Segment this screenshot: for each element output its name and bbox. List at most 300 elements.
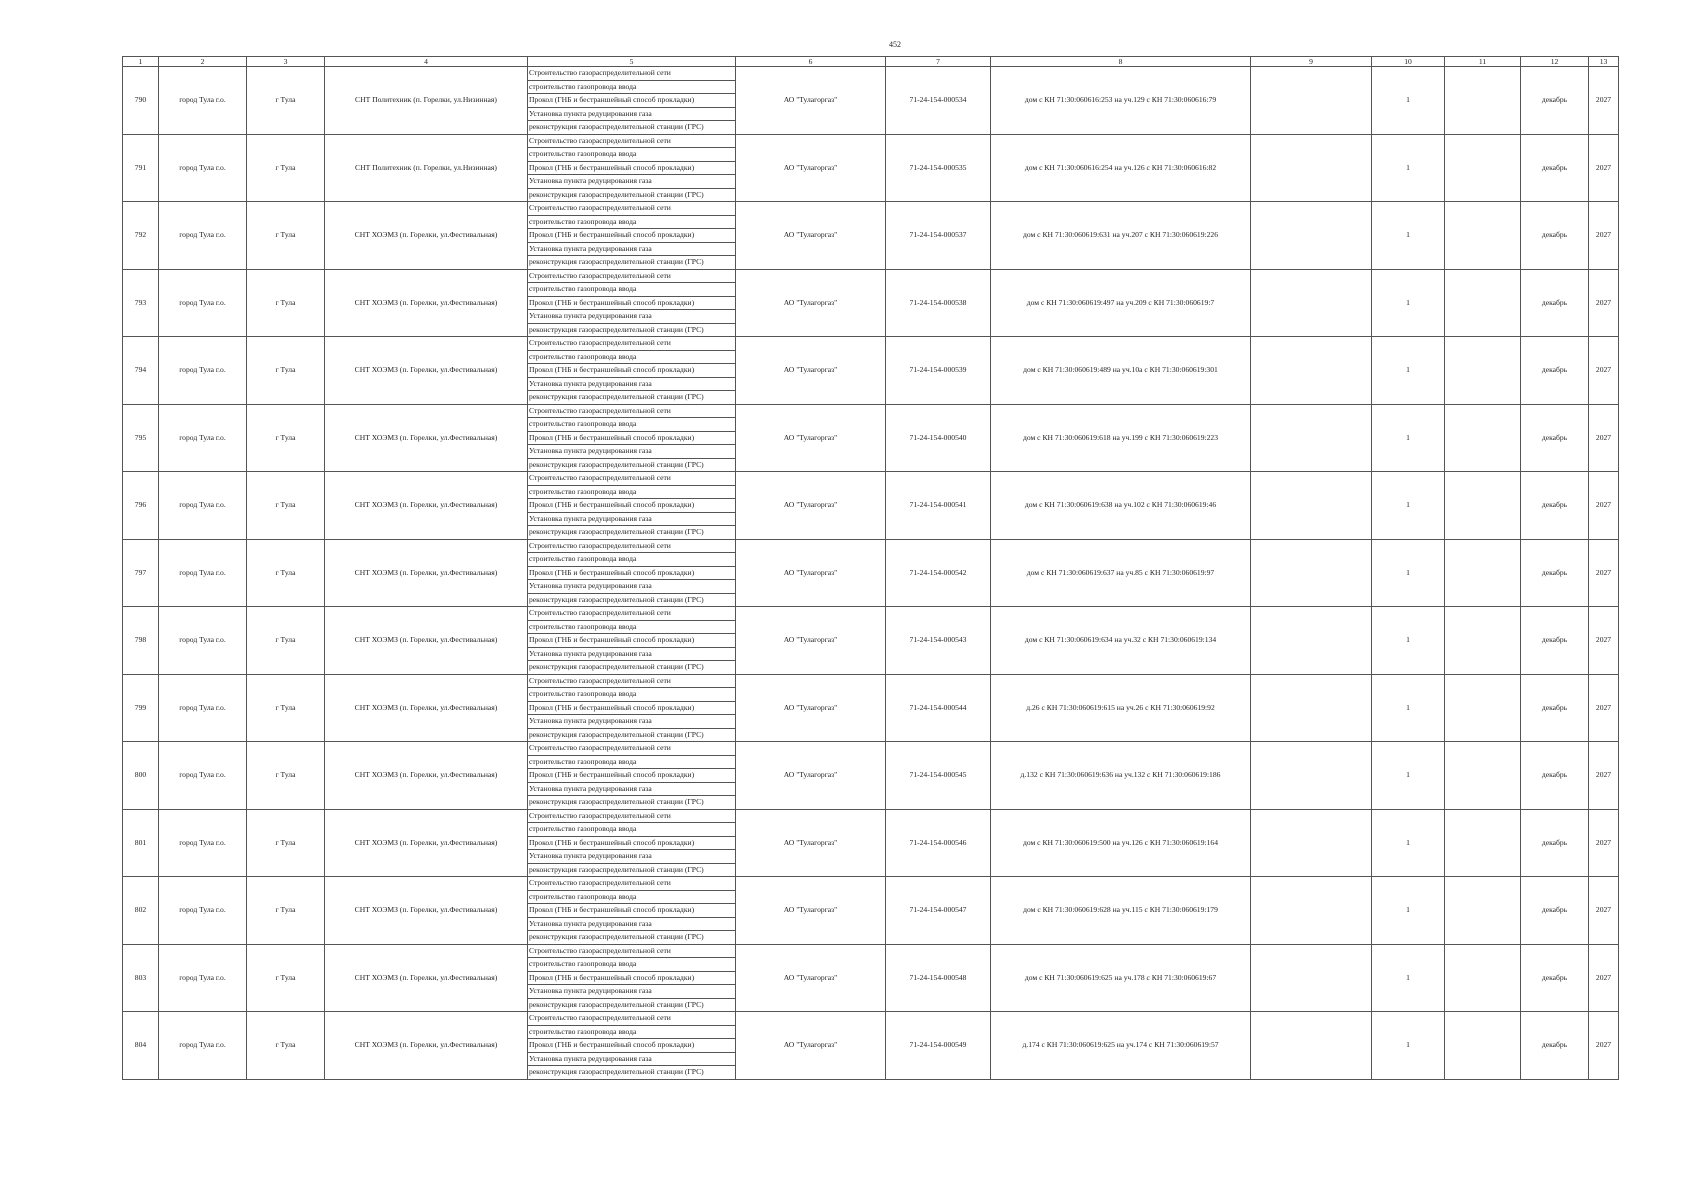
code-cell: 71-24-154-000535 (886, 134, 991, 202)
description-cell: дом с КН 71:30:060619:618 на уч.199 с КН 71:30:060619:223 (991, 404, 1251, 472)
district-cell: город Тула г.о. (159, 202, 247, 270)
row-number: 797 (123, 539, 159, 607)
month-cell: декабрь (1521, 742, 1589, 810)
month-cell: декабрь (1521, 877, 1589, 945)
code-cell: 71-24-154-000544 (886, 674, 991, 742)
work-item: Установка пункта редуцирования газа (528, 985, 735, 999)
work-item: Строительство газораспределительной сети (528, 945, 735, 959)
column-header: 1 (123, 57, 159, 67)
organization-cell: АО "Тулагоргаз" (736, 674, 886, 742)
work-item: Установка пункта редуцирования газа (528, 108, 735, 122)
object-cell: СНТ ХОЭМЗ (п. Горелки, ул.Фестивальная) (325, 269, 528, 337)
row-number: 800 (123, 742, 159, 810)
work-item: Строительство газораспределительной сети (528, 67, 735, 81)
column-9-cell (1251, 607, 1372, 675)
work-item: реконструкция газораспределительной станции (ГРС) (529, 527, 704, 536)
table-row (123, 607, 1619, 675)
description-cell: д.26 с КН 71:30:060619:615 на уч.26 с КН 71:30:060619:92 (991, 674, 1251, 742)
work-item: Установка пункта редуцирования газа (528, 310, 735, 324)
work-item: Прокол (ГНБ и бестраншейный способ прокладки) (528, 837, 735, 851)
work-item: строительство газопровода ввода (528, 621, 735, 635)
row-number: 793 (123, 269, 159, 337)
row-number: 791 (123, 134, 159, 202)
code-cell: 71-24-154-000545 (886, 742, 991, 810)
work-item: Прокол (ГНБ и бестраншейный способ прокладки) (528, 432, 735, 446)
object-cell: СНТ Политехник (п. Горелки, ул.Низинная) (325, 134, 528, 202)
column-header: 13 (1589, 57, 1619, 67)
work-item: строительство газопровода ввода (528, 688, 735, 702)
district-cell: город Тула г.о. (159, 607, 247, 675)
object-cell: СНТ Политехник (п. Горелки, ул.Низинная) (325, 67, 528, 135)
year-cell: 2027 (1589, 67, 1619, 135)
column-header: 8 (991, 57, 1251, 67)
column-11-cell (1445, 337, 1521, 405)
row-number: 795 (123, 404, 159, 472)
description-cell: д.132 с КН 71:30:060619:636 на уч.132 с КН 71:30:060619:186 (991, 742, 1251, 810)
organization-cell: АО "Тулагоргаз" (736, 809, 886, 877)
column-header: 6 (736, 57, 886, 67)
column-9-cell (1251, 674, 1372, 742)
quantity-cell: 1 (1372, 472, 1445, 540)
work-item: Строительство газораспределительной сети (528, 607, 735, 621)
month-cell: декабрь (1521, 944, 1589, 1012)
district-cell: город Тула г.о. (159, 134, 247, 202)
table-row (123, 337, 1619, 405)
work-item: Установка пункта редуцирования газа (528, 648, 735, 662)
description-cell: дом с КН 71:30:060619:628 на уч.115 с КН 71:30:060619:179 (991, 877, 1251, 945)
work-item: Прокол (ГНБ и бестраншейный способ прокладки) (528, 364, 735, 378)
quantity-cell: 1 (1372, 809, 1445, 877)
year-cell: 2027 (1589, 944, 1619, 1012)
year-cell: 2027 (1589, 404, 1619, 472)
work-item: Строительство газораспределительной сети (528, 877, 735, 891)
code-cell: 71-24-154-000538 (886, 269, 991, 337)
work-item: строительство газопровода ввода (528, 216, 735, 230)
object-cell: СНТ ХОЭМЗ (п. Горелки, ул.Фестивальная) (325, 404, 528, 472)
work-item: Строительство газораспределительной сети (528, 675, 735, 689)
work-item: реконструкция газораспределительной станции (ГРС) (529, 324, 704, 334)
object-cell: СНТ ХОЭМЗ (п. Горелки, ул.Фестивальная) (325, 202, 528, 270)
work-item: Строительство газораспределительной сети (528, 742, 735, 756)
works-cell (528, 809, 736, 877)
work-item: Прокол (ГНБ и бестраншейный способ прокладки) (528, 297, 735, 311)
year-cell: 2027 (1589, 607, 1619, 675)
work-item: реконструкция газораспределительной станции (ГРС) (529, 122, 704, 131)
work-item: реконструкция газораспределительной станции (ГРС) (529, 932, 704, 941)
year-cell: 2027 (1589, 202, 1619, 270)
works-cell (528, 674, 736, 742)
organization-cell: АО "Тулагоргаз" (736, 1012, 886, 1080)
description-cell: дом с КН 71:30:060616:254 на уч.126 с КН 71:30:060616:82 (991, 134, 1251, 202)
column-header: 5 (528, 57, 736, 67)
month-cell: декабрь (1521, 1012, 1589, 1080)
locality-cell: г Тула (247, 674, 325, 742)
work-item: Прокол (ГНБ и бестраншейный способ прокладки) (528, 162, 735, 176)
column-11-cell (1445, 607, 1521, 675)
column-header: 9 (1251, 57, 1372, 67)
locality-cell: г Тула (247, 202, 325, 270)
description-cell: дом с КН 71:30:060616:253 на уч.129 с КН 71:30:060616:79 (991, 67, 1251, 135)
year-cell: 2027 (1589, 742, 1619, 810)
description-cell: дом с КН 71:30:060619:500 на уч.126 с КН 71:30:060619:164 (991, 809, 1251, 877)
description-cell: дом с КН 71:30:060619:638 на уч.102 с КН 71:30:060619:46 (991, 472, 1251, 540)
work-item: Строительство газораспределительной сети (528, 270, 735, 284)
locality-cell: г Тула (247, 607, 325, 675)
object-cell: СНТ ХОЭМЗ (п. Горелки, ул.Фестивальная) (325, 877, 528, 945)
column-11-cell (1445, 404, 1521, 472)
description-cell: дом с КН 71:30:060619:637 на уч.85 с КН 71:30:060619:97 (991, 539, 1251, 607)
code-cell: 71-24-154-000543 (886, 607, 991, 675)
code-cell: 71-24-154-000541 (886, 472, 991, 540)
works-cell (528, 944, 736, 1012)
year-cell: 2027 (1589, 1012, 1619, 1080)
description-cell: дом с КН 71:30:060619:625 на уч.178 с КН 71:30:060619:67 (991, 944, 1251, 1012)
table-row (123, 269, 1619, 337)
works-cell (528, 134, 736, 202)
work-item: строительство газопровода ввода (528, 823, 735, 837)
column-9-cell (1251, 1012, 1372, 1080)
row-number: 799 (123, 674, 159, 742)
column-9-cell (1251, 337, 1372, 405)
locality-cell: г Тула (247, 134, 325, 202)
object-cell: СНТ ХОЭМЗ (п. Горелки, ул.Фестивальная) (325, 674, 528, 742)
column-header: 10 (1372, 57, 1445, 67)
month-cell: декабрь (1521, 269, 1589, 337)
locality-cell: г Тула (247, 269, 325, 337)
work-item: реконструкция газораспределительной станции (ГРС) (529, 392, 704, 401)
organization-cell: АО "Тулагоргаз" (736, 607, 886, 675)
work-item: Установка пункта редуцирования газа (528, 175, 735, 189)
works-cell (528, 539, 736, 607)
table-row (123, 809, 1619, 877)
work-item: Прокол (ГНБ и бестраншейный способ прокладки) (528, 702, 735, 716)
quantity-cell: 1 (1372, 539, 1445, 607)
locality-cell: г Тула (247, 809, 325, 877)
column-11-cell (1445, 674, 1521, 742)
column-9-cell (1251, 269, 1372, 337)
quantity-cell: 1 (1372, 134, 1445, 202)
work-item: Прокол (ГНБ и бестраншейный способ прокладки) (528, 972, 735, 986)
description-cell: дом с КН 71:30:060619:634 на уч.32 с КН 71:30:060619:134 (991, 607, 1251, 675)
table-row (123, 472, 1619, 540)
table-row (123, 539, 1619, 607)
table-row (123, 742, 1619, 810)
column-9-cell (1251, 742, 1372, 810)
column-header: 4 (325, 57, 528, 67)
district-cell: город Тула г.о. (159, 472, 247, 540)
column-11-cell (1445, 67, 1521, 135)
code-cell: 71-24-154-000548 (886, 944, 991, 1012)
work-item: Установка пункта редуцирования газа (528, 918, 735, 932)
work-item: строительство газопровода ввода (528, 486, 735, 500)
district-cell: город Тула г.о. (159, 404, 247, 472)
organization-cell: АО "Тулагоргаз" (736, 67, 886, 135)
column-11-cell (1445, 742, 1521, 810)
district-cell: город Тула г.о. (159, 877, 247, 945)
header-row (123, 57, 1619, 67)
work-item: реконструкция газораспределительной станции (ГРС) (529, 999, 704, 1009)
work-item: Установка пункта редуцирования газа (528, 378, 735, 392)
work-item: Прокол (ГНБ и бестраншейный способ прокладки) (528, 94, 735, 108)
organization-cell: АО "Тулагоргаз" (736, 134, 886, 202)
month-cell: декабрь (1521, 674, 1589, 742)
quantity-cell: 1 (1372, 877, 1445, 945)
work-item: строительство газопровода ввода (528, 81, 735, 95)
quantity-cell: 1 (1372, 202, 1445, 270)
works-cell (528, 877, 736, 945)
works-cell (528, 67, 736, 135)
description-cell: дом с КН 71:30:060619:631 на уч.207 с КН 71:30:060619:226 (991, 202, 1251, 270)
works-cell (528, 742, 736, 810)
quantity-cell: 1 (1372, 404, 1445, 472)
gas-network-table (122, 56, 1619, 1080)
work-item: Строительство газораспределительной сети (528, 1012, 735, 1026)
quantity-cell: 1 (1372, 269, 1445, 337)
work-item: реконструкция газораспределительной станции (ГРС) (529, 797, 704, 806)
month-cell: декабрь (1521, 472, 1589, 540)
object-cell: СНТ ХОЭМЗ (п. Горелки, ул.Фестивальная) (325, 607, 528, 675)
work-item: реконструкция газораспределительной станции (ГРС) (529, 662, 704, 671)
column-11-cell (1445, 134, 1521, 202)
column-11-cell (1445, 202, 1521, 270)
column-9-cell (1251, 472, 1372, 540)
works-cell (528, 472, 736, 540)
row-number: 804 (123, 1012, 159, 1080)
work-item: Установка пункта редуцирования газа (528, 513, 735, 527)
code-cell: 71-24-154-000542 (886, 539, 991, 607)
month-cell: декабрь (1521, 134, 1589, 202)
year-cell: 2027 (1589, 674, 1619, 742)
work-item: Установка пункта редуцирования газа (528, 580, 735, 594)
work-item: реконструкция газораспределительной станции (ГРС) (529, 594, 704, 604)
row-number: 803 (123, 944, 159, 1012)
table-row (123, 202, 1619, 270)
organization-cell: АО "Тулагоргаз" (736, 539, 886, 607)
work-item: Прокол (ГНБ и бестраншейный способ прокладки) (528, 769, 735, 783)
column-9-cell (1251, 809, 1372, 877)
work-item: Строительство газораспределительной сети (528, 202, 735, 216)
work-item: Установка пункта редуцирования газа (528, 783, 735, 797)
work-item: Установка пункта редуцирования газа (528, 243, 735, 257)
description-cell: дом с КН 71:30:060619:497 на уч.209 с КН 71:30:060619:7 (991, 269, 1251, 337)
column-header: 11 (1445, 57, 1521, 67)
work-item: Прокол (ГНБ и бестраншейный способ прокладки) (528, 904, 735, 918)
table-row (123, 877, 1619, 945)
year-cell: 2027 (1589, 337, 1619, 405)
quantity-cell: 1 (1372, 607, 1445, 675)
work-item: Строительство газораспределительной сети (528, 540, 735, 554)
column-9-cell (1251, 877, 1372, 945)
district-cell: город Тула г.о. (159, 742, 247, 810)
district-cell: город Тула г.о. (159, 1012, 247, 1080)
code-cell: 71-24-154-000546 (886, 809, 991, 877)
work-item: строительство газопровода ввода (528, 1026, 735, 1040)
work-item: строительство газопровода ввода (528, 351, 735, 365)
year-cell: 2027 (1589, 269, 1619, 337)
works-cell (528, 269, 736, 337)
work-item: строительство газопровода ввода (528, 756, 735, 770)
year-cell: 2027 (1589, 877, 1619, 945)
locality-cell: г Тула (247, 67, 325, 135)
column-header: 7 (886, 57, 991, 67)
quantity-cell: 1 (1372, 674, 1445, 742)
object-cell: СНТ ХОЭМЗ (п. Горелки, ул.Фестивальная) (325, 742, 528, 810)
work-item: реконструкция газораспределительной станции (ГРС) (529, 864, 704, 874)
object-cell: СНТ ХОЭМЗ (п. Горелки, ул.Фестивальная) (325, 337, 528, 405)
work-item: Строительство газораспределительной сети (528, 472, 735, 486)
work-item: Строительство газораспределительной сети (528, 135, 735, 149)
column-11-cell (1445, 269, 1521, 337)
locality-cell: г Тула (247, 472, 325, 540)
quantity-cell: 1 (1372, 337, 1445, 405)
code-cell: 71-24-154-000534 (886, 67, 991, 135)
work-item: строительство газопровода ввода (528, 553, 735, 567)
column-header: 2 (159, 57, 247, 67)
row-number: 794 (123, 337, 159, 405)
work-item: строительство газопровода ввода (528, 891, 735, 905)
work-item: Строительство газораспределительной сети (528, 405, 735, 419)
work-item: Строительство газораспределительной сети (528, 337, 735, 351)
table-row (123, 1012, 1619, 1080)
row-number: 801 (123, 809, 159, 877)
organization-cell: АО "Тулагоргаз" (736, 944, 886, 1012)
year-cell: 2027 (1589, 472, 1619, 540)
year-cell: 2027 (1589, 539, 1619, 607)
works-cell (528, 337, 736, 405)
work-item: Прокол (ГНБ и бестраншейный способ прокладки) (528, 1039, 735, 1053)
object-cell: СНТ ХОЭМЗ (п. Горелки, ул.Фестивальная) (325, 1012, 528, 1080)
row-number: 798 (123, 607, 159, 675)
column-9-cell (1251, 67, 1372, 135)
locality-cell: г Тула (247, 742, 325, 810)
table-row (123, 944, 1619, 1012)
description-cell: д.174 с КН 71:30:060619:625 на уч.174 с КН 71:30:060619:57 (991, 1012, 1251, 1080)
description-cell: дом с КН 71:30:060619:489 на уч.10а с КН 71:30:060619:301 (991, 337, 1251, 405)
page-number: 452 (889, 40, 901, 49)
object-cell: СНТ ХОЭМЗ (п. Горелки, ул.Фестивальная) (325, 472, 528, 540)
column-11-cell (1445, 809, 1521, 877)
organization-cell: АО "Тулагоргаз" (736, 269, 886, 337)
works-cell (528, 607, 736, 675)
work-item: реконструкция газораспределительной станции (ГРС) (529, 729, 704, 739)
work-item: Прокол (ГНБ и бестраншейный способ прокладки) (528, 499, 735, 513)
row-number: 796 (123, 472, 159, 540)
year-cell: 2027 (1589, 809, 1619, 877)
works-cell (528, 202, 736, 270)
column-header: 12 (1521, 57, 1589, 67)
quantity-cell: 1 (1372, 944, 1445, 1012)
column-9-cell (1251, 404, 1372, 472)
locality-cell: г Тула (247, 877, 325, 945)
table-row (123, 674, 1619, 742)
month-cell: декабрь (1521, 337, 1589, 405)
works-cell (528, 1012, 736, 1080)
column-9-cell (1251, 539, 1372, 607)
organization-cell: АО "Тулагоргаз" (736, 202, 886, 270)
district-cell: город Тула г.о. (159, 269, 247, 337)
column-11-cell (1445, 539, 1521, 607)
column-11-cell (1445, 1012, 1521, 1080)
month-cell: декабрь (1521, 809, 1589, 877)
column-11-cell (1445, 944, 1521, 1012)
quantity-cell: 1 (1372, 1012, 1445, 1080)
organization-cell: АО "Тулагоргаз" (736, 877, 886, 945)
locality-cell: г Тула (247, 539, 325, 607)
organization-cell: АО "Тулагоргаз" (736, 472, 886, 540)
locality-cell: г Тула (247, 1012, 325, 1080)
work-item: реконструкция газораспределительной станции (ГРС) (529, 1067, 704, 1076)
district-cell: город Тула г.о. (159, 539, 247, 607)
locality-cell: г Тула (247, 404, 325, 472)
row-number: 802 (123, 877, 159, 945)
table-row (123, 134, 1619, 202)
code-cell: 71-24-154-000539 (886, 337, 991, 405)
work-item: Прокол (ГНБ и бестраншейный способ прокладки) (528, 634, 735, 648)
organization-cell: АО "Тулагоргаз" (736, 742, 886, 810)
object-cell: СНТ ХОЭМЗ (п. Горелки, ул.Фестивальная) (325, 944, 528, 1012)
district-cell: город Тула г.о. (159, 67, 247, 135)
work-item: Установка пункта редуцирования газа (528, 1053, 735, 1067)
object-cell: СНТ ХОЭМЗ (п. Горелки, ул.Фестивальная) (325, 539, 528, 607)
month-cell: декабрь (1521, 404, 1589, 472)
quantity-cell: 1 (1372, 742, 1445, 810)
code-cell: 71-24-154-000540 (886, 404, 991, 472)
work-item: строительство газопровода ввода (528, 148, 735, 162)
organization-cell: АО "Тулагоргаз" (736, 404, 886, 472)
work-item: Прокол (ГНБ и бестраншейный способ прокладки) (528, 567, 735, 581)
district-cell: город Тула г.о. (159, 944, 247, 1012)
work-item: реконструкция газораспределительной станции (ГРС) (529, 189, 704, 199)
column-9-cell (1251, 202, 1372, 270)
work-item: строительство газопровода ввода (528, 958, 735, 972)
district-cell: город Тула г.о. (159, 809, 247, 877)
work-item: строительство газопровода ввода (528, 418, 735, 432)
month-cell: декабрь (1521, 539, 1589, 607)
work-item: реконструкция газораспределительной станции (ГРС) (529, 257, 704, 266)
quantity-cell: 1 (1372, 67, 1445, 135)
column-11-cell (1445, 472, 1521, 540)
work-item: Установка пункта редуцирования газа (528, 715, 735, 729)
month-cell: декабрь (1521, 67, 1589, 135)
column-9-cell (1251, 134, 1372, 202)
district-cell: город Тула г.о. (159, 337, 247, 405)
code-cell: 71-24-154-000537 (886, 202, 991, 270)
work-item: строительство газопровода ввода (528, 283, 735, 297)
work-item: реконструкция газораспределительной станции (ГРС) (529, 459, 704, 469)
code-cell: 71-24-154-000547 (886, 877, 991, 945)
month-cell: декабрь (1521, 202, 1589, 270)
district-cell: город Тула г.о. (159, 674, 247, 742)
works-cell (528, 404, 736, 472)
table-row (123, 67, 1619, 135)
locality-cell: г Тула (247, 337, 325, 405)
column-11-cell (1445, 877, 1521, 945)
work-item: Установка пункта редуцирования газа (528, 850, 735, 864)
object-cell: СНТ ХОЭМЗ (п. Горелки, ул.Фестивальная) (325, 809, 528, 877)
organization-cell: АО "Тулагоргаз" (736, 337, 886, 405)
code-cell: 71-24-154-000549 (886, 1012, 991, 1080)
column-9-cell (1251, 944, 1372, 1012)
table-row (123, 404, 1619, 472)
work-item: Установка пункта редуцирования газа (528, 445, 735, 459)
row-number: 792 (123, 202, 159, 270)
work-item: Строительство газораспределительной сети (528, 810, 735, 824)
month-cell: декабрь (1521, 607, 1589, 675)
locality-cell: г Тула (247, 944, 325, 1012)
column-header: 3 (247, 57, 325, 67)
work-item: Прокол (ГНБ и бестраншейный способ прокладки) (528, 229, 735, 243)
row-number: 790 (123, 67, 159, 135)
